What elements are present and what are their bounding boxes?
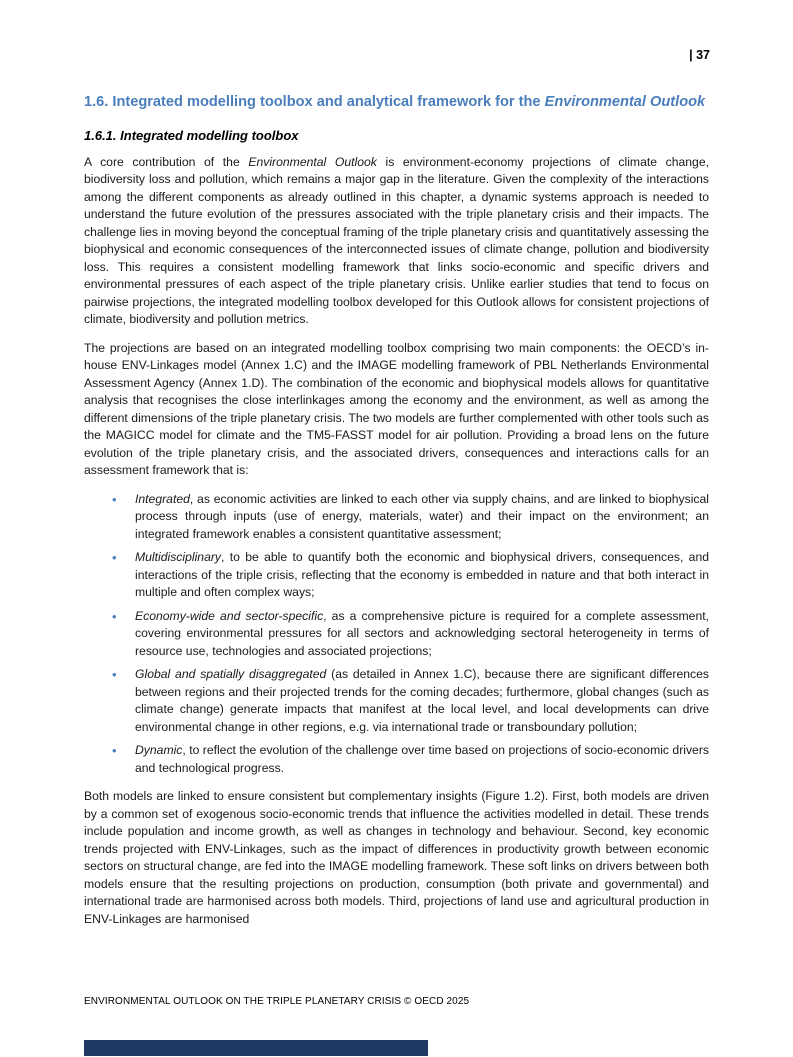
bullet-text: , to reflect the evolution of the challenge over time based on projections of socio-economic drivers and technological progress. [135,743,709,775]
bullet-item-economy-wide [112,608,709,661]
page-footer-text: ENVIRONMENTAL OUTLOOK ON THE TRIPLE PLANETARY CRISIS © OECD 2025 [84,996,470,1007]
bullet-text: , to be able to quantify both the economic and biophysical drivers, consequences, and interactions of the triple crisis, reflecting that the economy is embedded in nature and that both interact in multiple and often complex ways; [135,550,709,599]
framework-bullet-list [84,491,709,778]
bullet-lead: Global and spatially disaggregated [135,667,327,681]
paragraph-core-contribution [84,154,709,329]
paragraph-both-models: Both models are linked to ensure consistent but complementary insights (Figure 1.2). First, both models are driven by a common set of exogenous socio-economic trends that influence the activities modelled in detail. These trends include population and income growth, as well as changes in technology and behaviour. Second, key economic trends projected with ENV-Linkages, such as the impact of differences in productivity growth between economic sectors on structural change, are fed into the IMAGE modelling framework. These soft links on drivers between both models ensure that the resulting projections on production, consumption (both private and governmental) and international trade are harmonised across both models. Third, projections of land use and agricultural production in ENV-Linkages are harmonised [84,789,709,926]
paragraph-italic: Environmental Outlook [248,154,377,169]
bullet-lead: Multidisciplinary [135,550,222,564]
bullet-dot-icon: • [112,491,117,507]
bullet-item-integrated [112,491,709,544]
bullet-item-global [112,666,709,736]
subsection-heading: 1.6.1. Integrated modelling toolbox [84,127,299,143]
bullet-dot-icon: • [112,667,117,682]
bullet-text: , as a comprehensive picture is required for a complete assessment, covering environmental pressures for all sectors and acknowledging sectoral heterogeneity in terms of resource use, technologies and associated projections; [135,608,709,658]
footer-bar [84,1040,428,1056]
section-heading-text: 1.6. Integrated modelling toolbox and analytical framework for the [84,94,545,110]
bullet-item-dynamic [112,742,709,777]
bullet-text: (as detailed in Annex 1.C), because there are significant differences between regions and their projected trends for the coming decades; furthermore, global changes (such as climate change) generate impacts that manifest at the local level, and local developments can drive environmental change in other regions, e.g. via international trade or transboundary pollution; [135,667,709,734]
paragraph-text: A core contribution of the [84,154,249,169]
bullet-lead: Economy-wide and sector-specific [135,608,324,623]
bullet-text: , as economic activities are linked to each other via supply chains, and are linked to biophysical process through inputs (use of energy, materials, water) and their impact on the environment; an integrated framework enables a consistent quantitative assessment; [135,491,709,541]
section-heading-italic: Environmental Outlook [544,94,706,110]
page-content [0,90,793,928]
page-number: | 37 [689,48,710,62]
bullet-dot-icon: • [112,608,117,624]
bullet-item-multidisciplinary [112,549,709,602]
bullet-dot-icon: • [112,743,117,758]
paragraph-projections: The projections are based on an integrated modelling toolbox comprising two main components: the OECD’s in-house ENV-Linkages model (Annex 1.C) and the IMAGE modelling framework of PBL Netherlands Environmental Assessment Agency (Annex 1.D). The combination of the economic and biophysical models allows for quantitative analysis that recognises the close interlinkages among the economy and the environment, as well as among the different dimensions of the triple planetary crisis. The two models are further complemented with other tools such as the MAGICC model for climate and the TM5-FASST model for air pollution. Providing a broad lens on the future evolution of the triple planetary crisis, and the associated drivers, consequences and interactions calls for an assessment framework that is: [84,340,709,477]
bullet-lead: Integrated [135,491,190,506]
paragraph-text: is environment-economy projections of climate change, biodiversity loss and pollution, which remains a major gap in the literature. Given the complexity of the interactions among the different components as already outlined in this chapter, a dynamic systems approach is needed to understand the future evolution of the pressures associated with the triple planetary crisis and their impacts. The challenge lies in moving beyond the conceptual framing of the triple planetary crisis and quantitatively assessing the biophysical and economic consequences of the interconnected issues of climate change, pollution and biodiversity loss. This requires a consistent modelling framework that links socio-economic and specific drivers and environmental pressures of each aspect of the triple planetary crisis. Unlike earlier studies that tend to focus on pairwise projections, the integrated modelling toolbox developed for this Outlook allows for consistent projections of climate, biodiversity and pollution metrics. [84,154,709,326]
bullet-lead: Dynamic [135,743,183,757]
bullet-dot-icon: • [112,550,117,565]
section-heading [84,90,709,116]
